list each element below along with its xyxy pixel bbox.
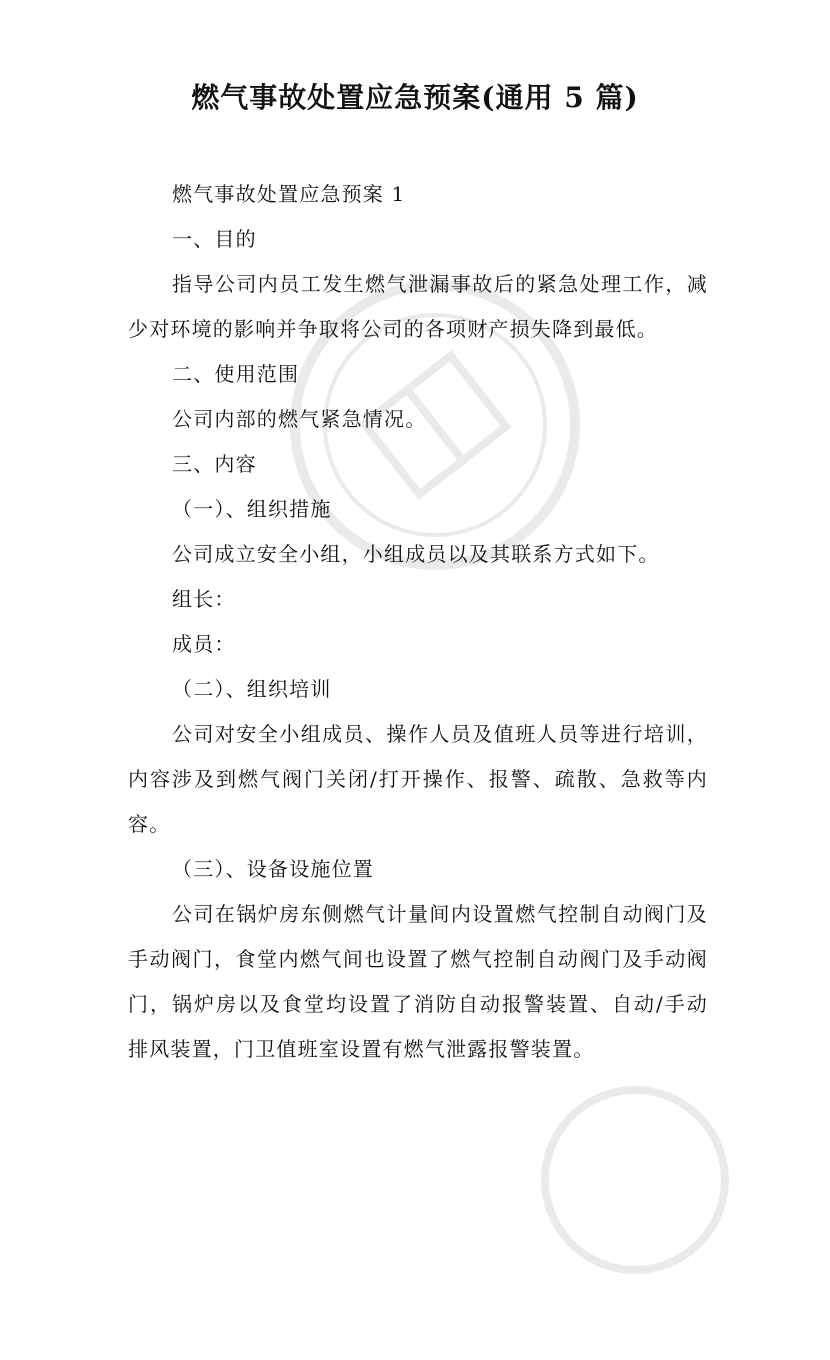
heading-content: 三、内容	[172, 452, 257, 476]
paragraph-purpose: 指导公司内员工发生燃气泄漏事故后的紧急处理工作，减少对环境的影响并争取将公司的各项财产损失降到最低。	[128, 272, 708, 341]
subheading-training: （二）、组织培训	[172, 677, 332, 701]
document-body	[128, 172, 708, 1072]
subheading-organization: （一）、组织措施	[172, 497, 332, 521]
heading-scope: 二、使用范围	[172, 362, 300, 386]
heading-purpose: 一、目的	[172, 227, 257, 251]
paragraph-organization: 公司成立安全小组，小组成员以及其联系方式如下。	[172, 542, 660, 566]
document-title: 燃气事故处置应急预案(通用 5 篇)	[191, 81, 639, 114]
subheading-equipment: （三）、设备设施位置	[172, 857, 374, 881]
members-line: 成员：	[172, 632, 236, 656]
paragraph-training: 公司对安全小组成员、操作人员及值班人员等进行培训，内容涉及到燃气阀门关闭/打开操作、报警、疏散、急救等内容。	[128, 722, 708, 836]
paragraph-scope: 公司内部的燃气紧急情况。	[172, 407, 427, 431]
section-heading: 燃气事故处置应急预案 1	[172, 182, 406, 206]
paragraph-equipment: 公司在锅炉房东侧燃气计量间内设置燃气控制自动阀门及手动阀门，食堂内燃气间也设置了燃气控制自动阀门及手动阀门，锅炉房以及食堂均设置了消防自动报警装置、自动/手动排风装置，门卫值班室设置有燃气泄露报警装置。	[128, 902, 708, 1061]
leader-line: 组长：	[172, 587, 236, 611]
